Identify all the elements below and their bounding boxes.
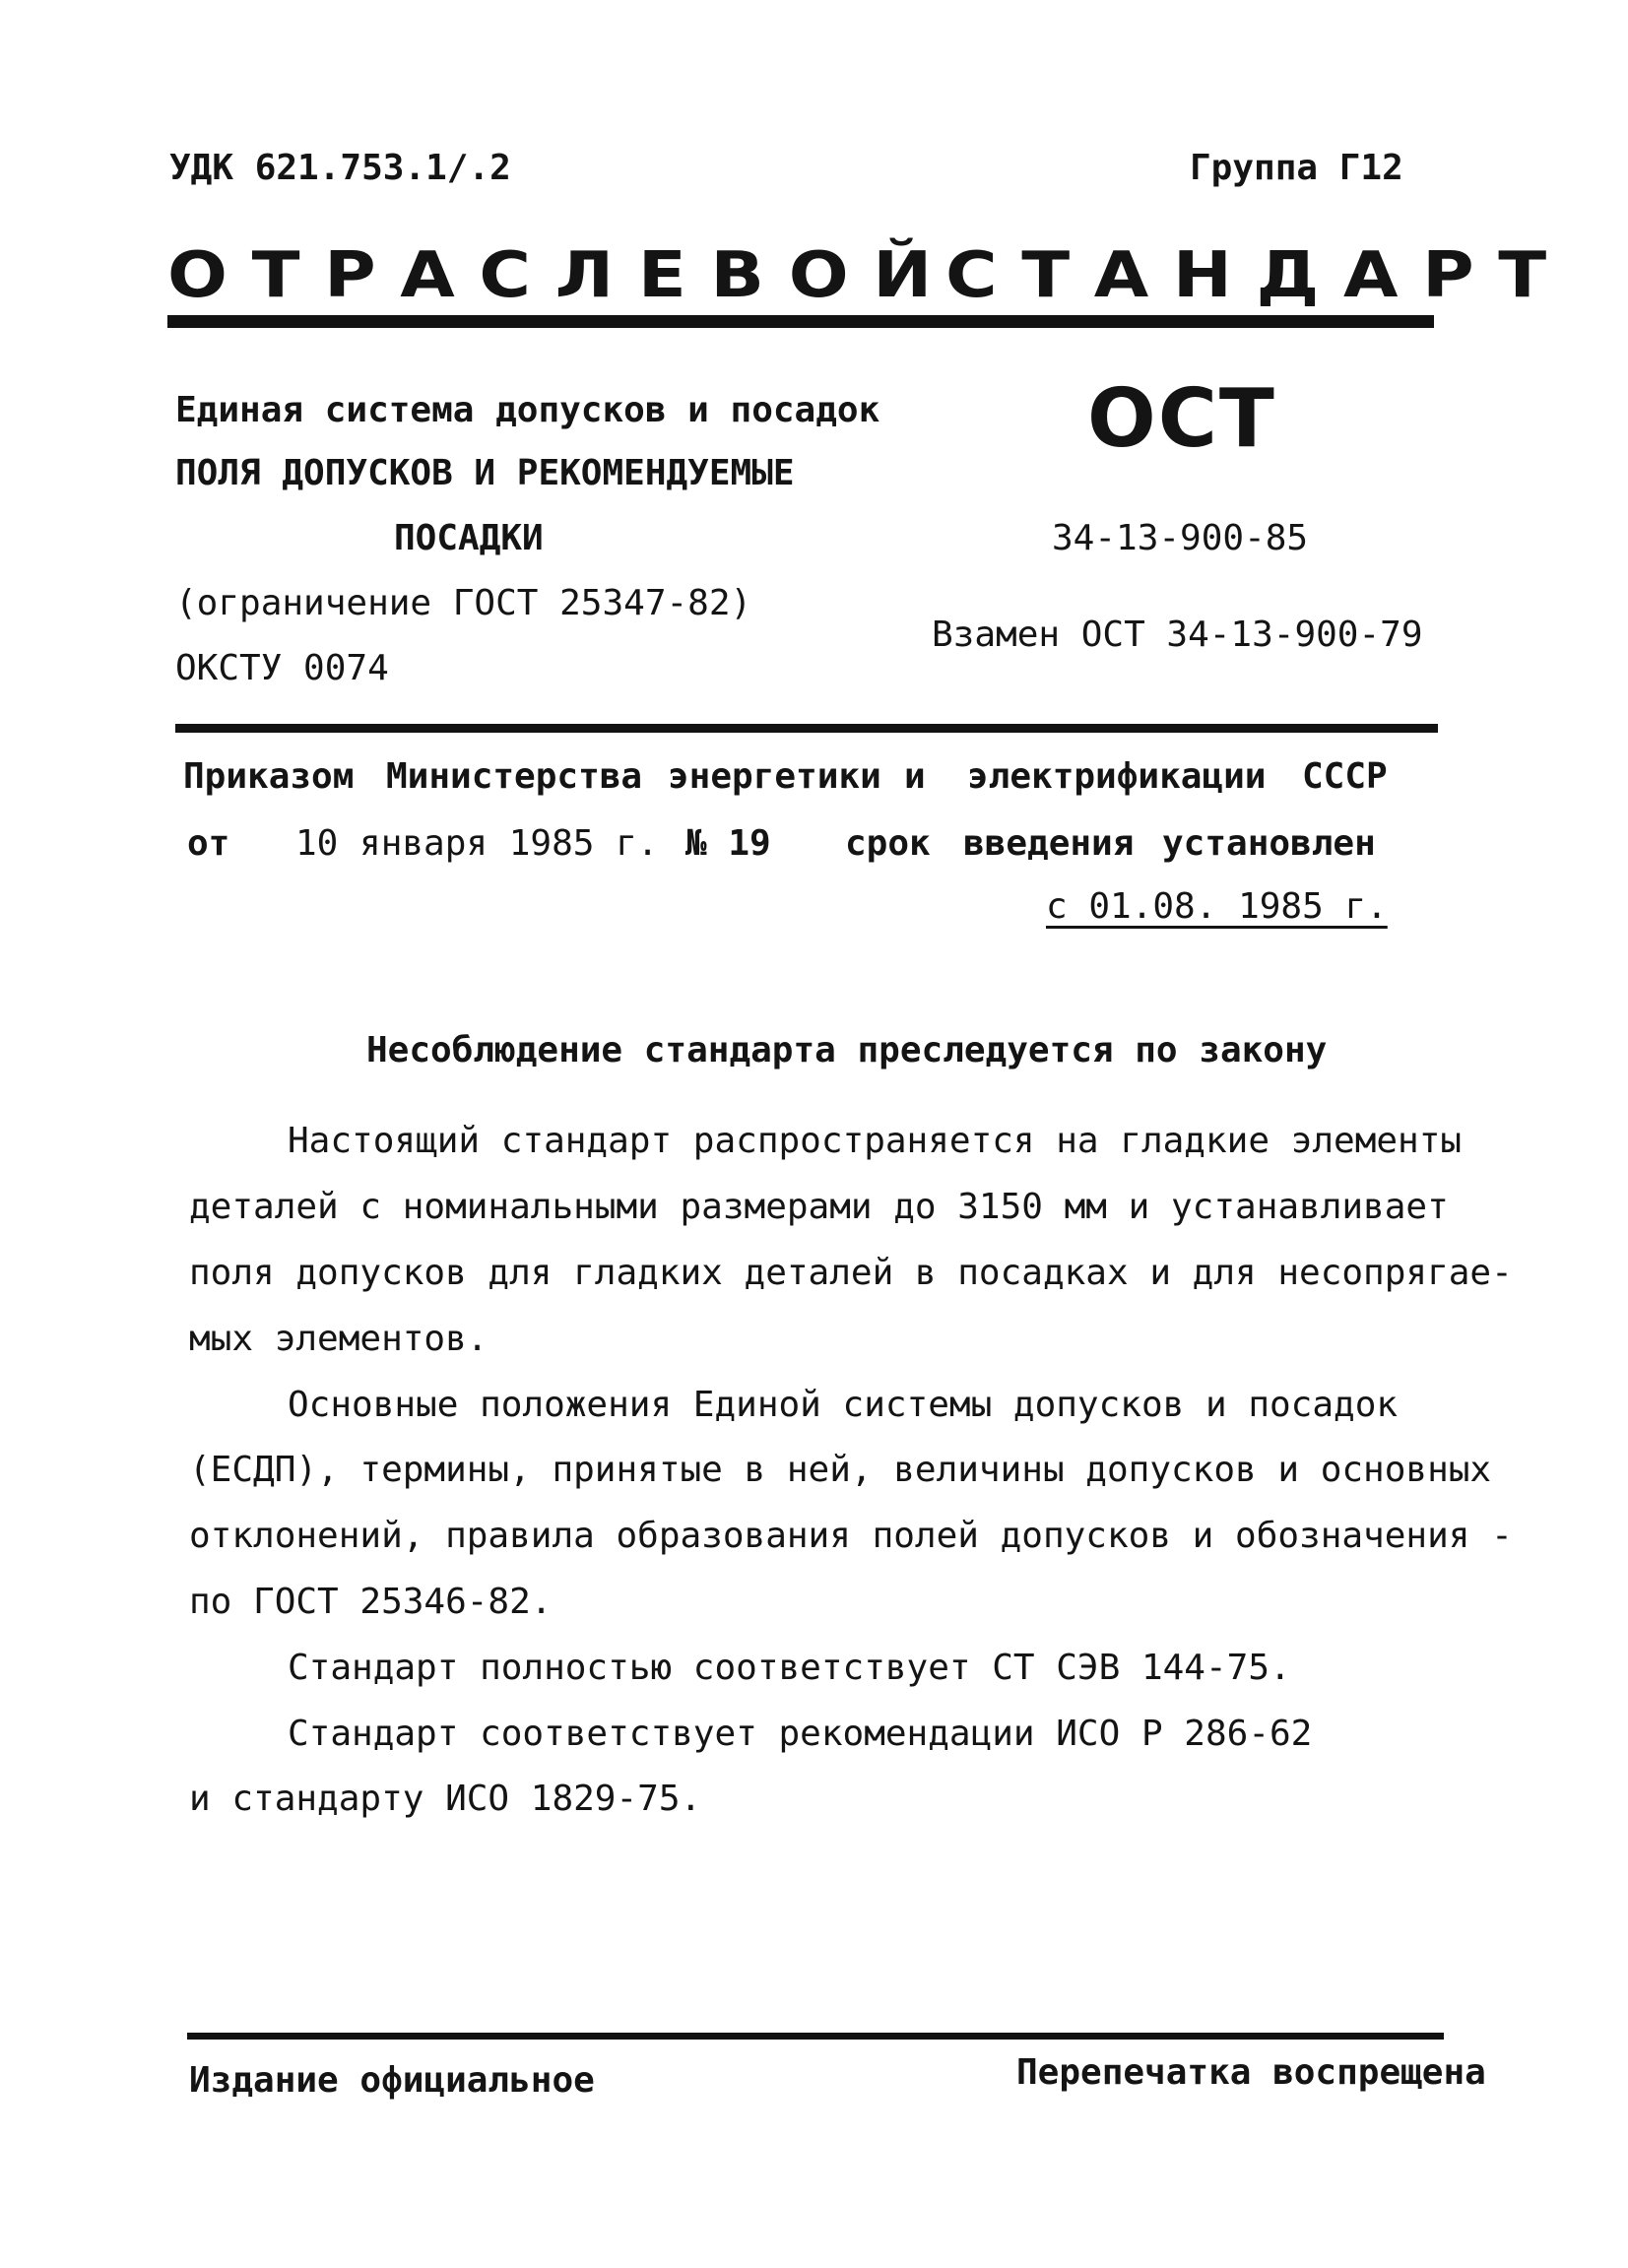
para4-line2: и стандарту ИСО 1829-75. (189, 1779, 702, 1819)
order-word-4: и (904, 756, 926, 797)
para2-line2: (ЕСДП), термины, принятые в ней, величины допусков и основных (189, 1450, 1492, 1490)
system-name: Единая система допусков и посадок (175, 390, 880, 430)
standard-number: 34-13-900-85 (1052, 518, 1309, 558)
okstu-code: ОКСТУ 0074 (175, 648, 389, 688)
udk-code: УДК 621.753.1/.2 (169, 148, 511, 188)
order-word-1: Приказом (183, 756, 355, 797)
title-rule (167, 315, 1434, 328)
standard-name-line2: ПОСАДКИ (394, 518, 544, 558)
para4-line1: Стандарт соответствует рекомендации ИСО Р 286-62 (288, 1714, 1313, 1754)
para3: Стандарт полностью соответствует СТ СЭВ 144-75. (288, 1648, 1291, 1688)
order-date-prefix: от (187, 823, 230, 864)
order-word-5: электрификации (967, 756, 1267, 797)
replaces-note: Взамен ОСТ 34-13-900-79 (932, 615, 1423, 655)
footer-rule (187, 2033, 1444, 2040)
order-term-1: срок (845, 823, 931, 864)
title-left: ОТРАСЛЕВОЙ (167, 239, 956, 312)
restriction-note: (ограничение ГОСТ 25347-82) (175, 583, 752, 623)
para1-line3: поля допусков для гладких деталей в посадках и для несопрягае- (189, 1253, 1513, 1293)
footer-reprint: Перепечатка воспрещена (1016, 2052, 1486, 2093)
standard-name-line1: ПОЛЯ ДОПУСКОВ И РЕКОМЕНДУЕМЫЕ (175, 453, 795, 493)
designation-rule (175, 724, 1438, 733)
para2-line4: по ГОСТ 25346-82. (189, 1582, 553, 1622)
order-word-6: СССР (1302, 756, 1388, 797)
footer-official: Издание официальное (189, 2060, 595, 2101)
order-term-2: введения (963, 823, 1135, 864)
order-word-2: Министерства (386, 756, 643, 797)
para1-line4: мых элементов. (189, 1319, 488, 1359)
group-code: Группа Г12 (1190, 148, 1403, 188)
title-right: СТАНДАРТ (945, 239, 1571, 312)
para2-line3: отклонений, правила образования полей допусков и обозначения - (189, 1516, 1513, 1556)
ost-label: ОСТ (1087, 372, 1276, 466)
effective-date: с 01.08. 1985 г. (1046, 886, 1388, 927)
order-date: 10 января 1985 г. (295, 823, 659, 864)
legal-warning: Несоблюдение стандарта преследуется по закону (366, 1030, 1328, 1070)
para2-line1: Основные положения Единой системы допусков и посадок (288, 1385, 1399, 1425)
para1-line2: деталей с номинальными размерами до 3150 мм и устанавливает (189, 1187, 1449, 1227)
order-word-3: энергетики (668, 756, 881, 797)
para1-line1: Настоящий стандарт распространяется на гладкие элементы (288, 1121, 1463, 1161)
order-number: № 19 (685, 823, 771, 864)
order-term-3: установлен (1162, 823, 1376, 864)
